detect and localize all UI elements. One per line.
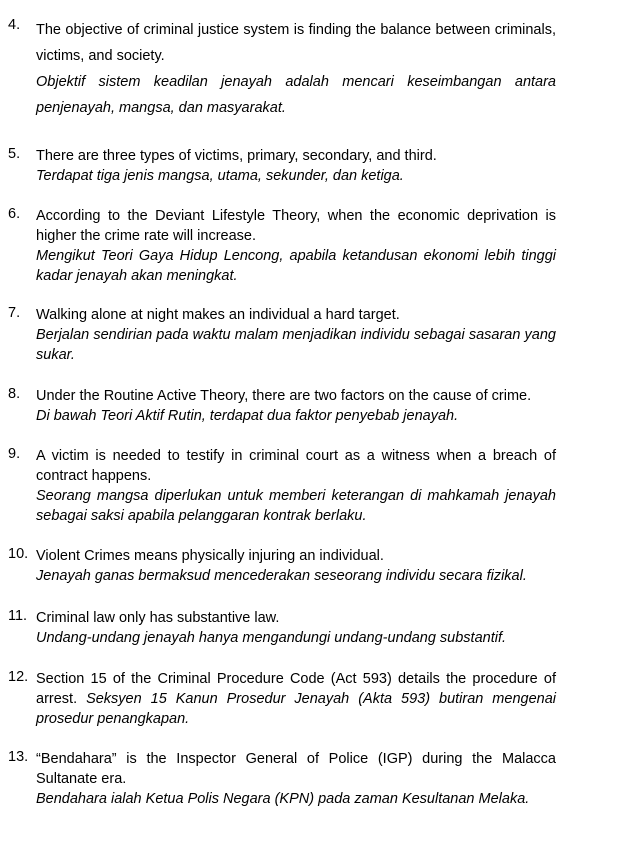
question-text-english: Criminal law only has substantive law.: [36, 610, 280, 626]
question-text-malay: Terdapat tiga jenis mangsa, utama, sekunder, dan ketiga.: [36, 168, 404, 184]
question-13: [8, 749, 556, 809]
question-text-malay: Jenayah ganas bermaksud mencederakan seseorang individu secara fizikal.: [36, 568, 527, 584]
question-text-malay: Berjalan sendirian pada waktu malam menjadikan individu sebagai sasaran yang sukar.: [36, 327, 556, 363]
question-6: [8, 206, 556, 286]
question-text-malay: Seorang mangsa diperlukan untuk memberi keterangan di mahkamah jenayah sebagai saksi apabila pelanggaran kontrak berlaku.: [36, 488, 556, 524]
question-9: [8, 446, 556, 526]
question-number: 10.: [8, 546, 29, 562]
question-text-english: Violent Crimes means physically injuring an individual.: [36, 548, 384, 564]
question-text-malay: Objektif sistem keadilan jenayah adalah mencari keseimbangan antara penjenayah, mangsa, dan masyarakat.: [36, 74, 556, 116]
question-number: 5.: [8, 146, 21, 162]
question-text-english-inline: Section 15 of the Criminal Procedure Code (Act 593) details the procedure of arrest.: [36, 671, 556, 707]
question-text-english: The objective of criminal justice system is finding the balance between criminals, victims, and society.: [36, 22, 556, 64]
question-text-english: A victim is needed to testify in criminal court as a witness when a breach of contract happens.: [36, 448, 556, 484]
question-7: [8, 305, 556, 365]
question-11: [8, 608, 556, 648]
question-text-malay: Bendahara ialah Ketua Polis Negara (KPN) pada zaman Kesultanan Melaka.: [36, 791, 530, 807]
question-number: 12.: [8, 669, 29, 685]
question-4: [8, 17, 556, 121]
question-12: [8, 669, 556, 729]
question-text-english: According to the Deviant Lifestyle Theory, when the economic deprivation is higher the crime rate will increase.: [36, 208, 556, 244]
question-text-malay: Di bawah Teori Aktif Rutin, terdapat dua faktor penyebab jenayah.: [36, 408, 459, 424]
question-text-malay: Seksyen 15 Kanun Prosedur Jenayah (Akta 593) butiran mengenai prosedur penangkapan.: [36, 691, 556, 727]
question-text-english: There are three types of victims, primary, secondary, and third.: [36, 148, 437, 164]
question-text-malay: Mengikut Teori Gaya Hidup Lencong, apabila ketandusan ekonomi lebih tinggi kadar jenayah akan meningkat.: [36, 248, 556, 284]
question-8: [8, 386, 556, 426]
question-text-english: Under the Routine Active Theory, there are two factors on the cause of crime.: [36, 388, 532, 404]
question-text-english: [36, 669, 556, 729]
question-number: 6.: [8, 206, 21, 222]
question-text-english: Walking alone at night makes an individual a hard target.: [36, 307, 400, 323]
question-text-malay: Undang-undang jenayah hanya mengandungi undang-undang substantif.: [36, 630, 507, 646]
question-number: 11.: [8, 608, 28, 624]
question-number: 7.: [8, 305, 21, 321]
question-number: 9.: [8, 446, 21, 462]
question-number: 4.: [8, 17, 21, 33]
question-number: 8.: [8, 386, 21, 402]
question-5: [8, 146, 556, 186]
question-number: 13.: [8, 749, 29, 765]
question-10: [8, 546, 556, 586]
question-text-english: “Bendahara” is the Inspector General of Police (IGP) during the Malacca Sultanate era.: [36, 751, 556, 787]
